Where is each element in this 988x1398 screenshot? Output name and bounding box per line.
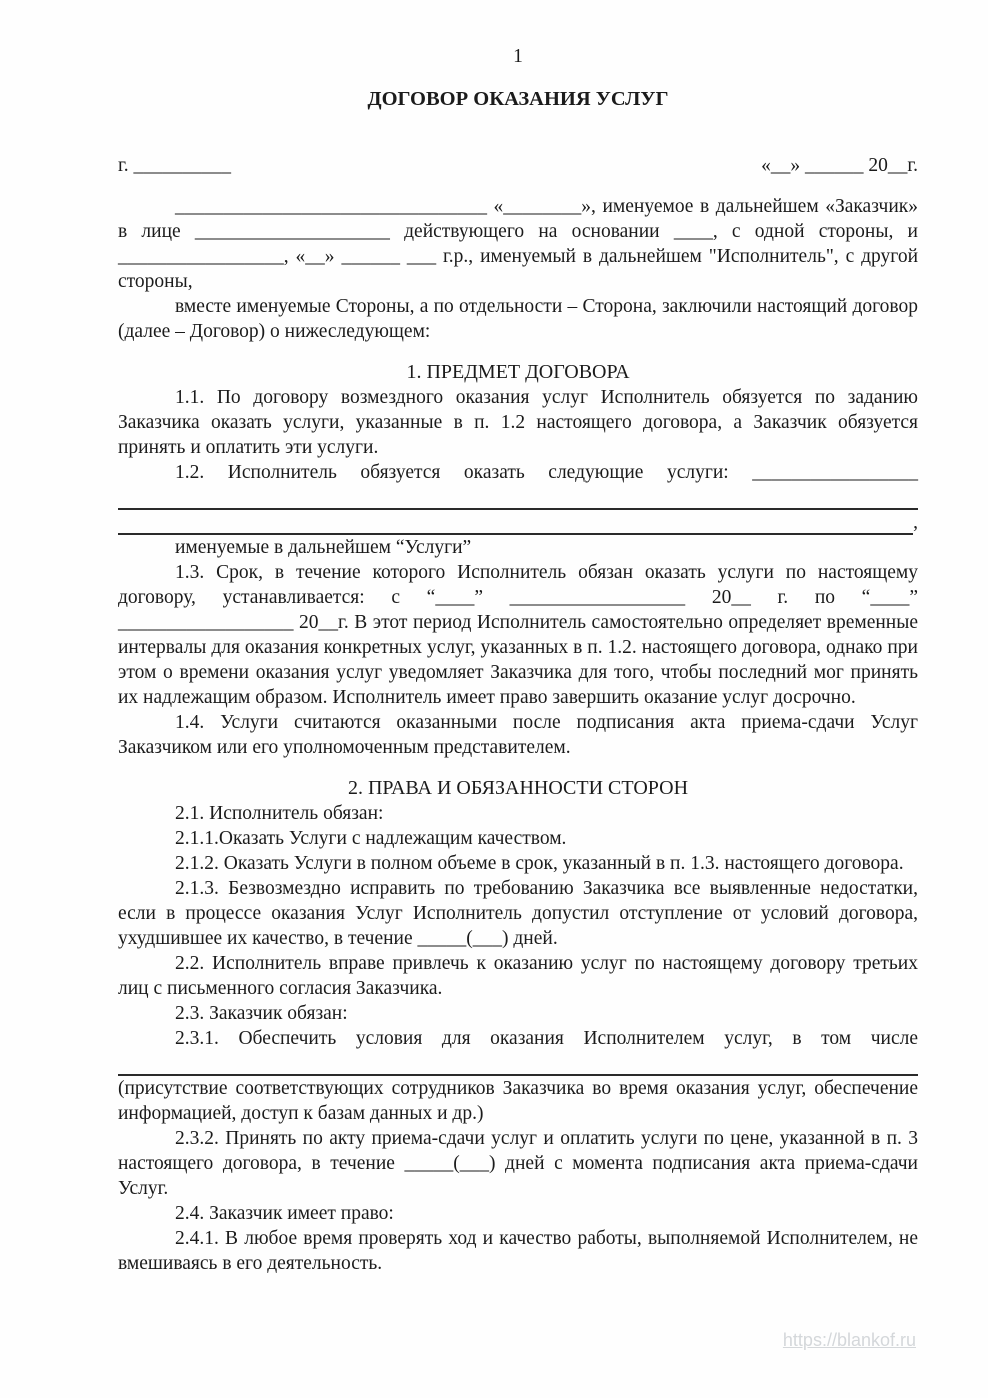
watermark-link[interactable]: https://blankof.ru: [782, 1330, 916, 1350]
clause-2-3-1: 2.3.1. Обеспечить условия для оказания Исполнителем услуг, в том числе: [175, 1028, 918, 1049]
clause-2-3: 2.3. Заказчик обязан:: [175, 1003, 348, 1024]
blank-line: [118, 1051, 918, 1076]
clause-2-1: 2.1. Исполнитель обязан:: [175, 803, 384, 824]
clause-1-2-services-label: именуемые в дальнейшем “Услуги”: [175, 537, 472, 558]
clause-2-2: 2.2. Исполнитель вправе привлечь к оказанию услуг по настоящему договору третьих лиц с письменного согласия Заказчика.: [118, 953, 918, 999]
preamble-conclusion: вместе именуемые Стороны, а по отдельности – Сторона, заключили настоящий договор (далее – Договор) о нижеследующем:: [118, 296, 918, 342]
clause-2-3-2: 2.3.2. Принять по акту приема-сдачи услуг и оплатить услуги по цене, указанной в п. 3 настоящего договора, в течение _____(___) дней с момента подписания акта приема-сдачи Услуг.: [118, 1128, 918, 1199]
clause-2-4: 2.4. Заказчик имеет право:: [175, 1203, 394, 1224]
blank-line-comma: ,: [913, 512, 918, 533]
clause-2-4-1: 2.4.1. В любое время проверять ход и качество работы, выполняемой Исполнителем, не вмешиваясь в его деятельность.: [118, 1228, 918, 1274]
document-title: ДОГОВОР ОКАЗАНИЯ УСЛУГ: [367, 88, 669, 110]
preamble-parties: ________________________________ «________», именуемое в дальнейшем «Заказчик» в лице ____________________ действующего на основании ____, с одной стороны, и _________________, «__» ______ ___ г.р., именуемый в дальнейшем "Исполнитель", с другой стороны,: [118, 196, 918, 292]
date-row: [118, 153, 918, 178]
clause-1-2: 1.2. Исполнитель обязуется оказать следующие услуги: _________________: [175, 462, 918, 483]
clause-2-3-1-note: (присутствие соответствующих сотрудников Заказчика во время оказания услуг, обеспечение информацией, доступ к базам данных и др.): [118, 1078, 918, 1124]
clause-2-1-3: 2.1.3. Безвозмездно исправить по требованию Заказчика все выявленные недостатки, если в процессе оказания Услуг Исполнитель допустил отступление от условий договора, ухудшившее их качество, в течение _____(___) дней.: [118, 878, 918, 949]
blank-line: [118, 485, 918, 510]
city-field: г. __________: [118, 155, 232, 176]
clause-1-4: 1.4. Услуги считаются оказанными после подписания акта приема-сдачи Услуг Заказчиком или его уполномоченным представителем.: [118, 712, 918, 758]
section-2-heading: 2. ПРАВА И ОБЯЗАННОСТИ СТОРОН: [347, 777, 689, 799]
blank-line-with-comma: [118, 510, 918, 535]
page-number: 1: [513, 46, 523, 67]
blank-line: [118, 510, 913, 535]
clause-1-3: 1.3. Срок, в течение которого Исполнитель обязан оказать услуги по настоящему договору, устанавливается: с “____” __________________ 20__ г. по “____” __________________ 20__г. В этот период Исполнитель самостоятельно определяет временные интервалы для оказания конкретных услуг, указанных в п. 1.2. настоящего договора, однако при этом о времени оказания услуг уведомляет Заказчика для того, чтобы последний мог принять их надлежащим образом. Исполнитель имеет право завершить оказание услуг досрочно.: [118, 562, 918, 708]
clause-2-1-2: 2.1.2. Оказать Услуги в полном объеме в срок, указанный в п. 1.3. настоящего договора.: [175, 853, 904, 874]
section-1-heading: 1. ПРЕДМЕТ ДОГОВОРА: [406, 361, 630, 383]
clause-2-1-1: 2.1.1.Оказать Услуги с надлежащим качеством.: [175, 828, 567, 849]
clause-1-1: 1.1. По договору возмездного оказания услуг Исполнитель обязуется по заданию Заказчика оказать услуги, указанные в п. 1.2 настоящего договора, а Заказчик обязуется принять и оплатить эти услуги.: [118, 387, 918, 458]
date-field: «__» ______ 20__г.: [761, 155, 918, 176]
